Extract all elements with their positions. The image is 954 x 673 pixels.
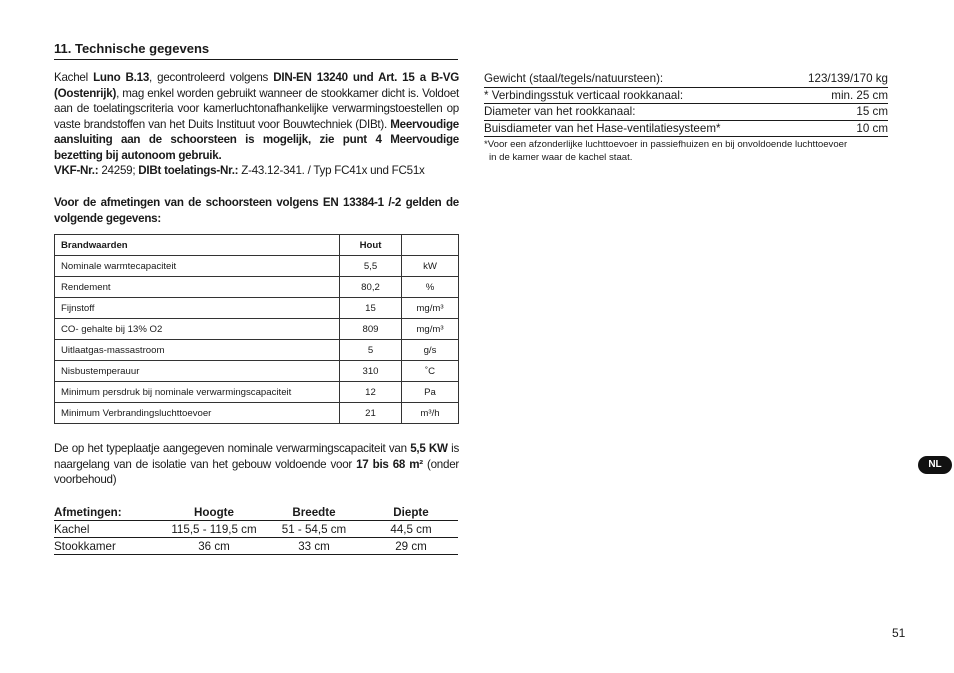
dim-row-width: 33 cm [264,538,364,555]
row-label: Fijnstoff [55,298,340,319]
table-row [55,298,459,319]
capacity-note [54,441,459,488]
table-row [55,256,459,277]
language-badge: NL [918,456,952,474]
row-unit: mg/m³ [402,319,459,340]
dibt-value: Z-43.12-341. / Typ FC41x und FC51x [238,164,425,177]
table-row [484,87,888,104]
spec-value: 15 cm [786,104,888,121]
spec-label: Gewicht (staal/tegels/natuursteen): [484,71,786,87]
table-row [55,319,459,340]
dimensions-header-row [54,504,458,521]
row-value: 5,5 [340,256,402,277]
table-row [55,403,459,424]
fire-values-table [54,234,459,424]
dim-row-label: Kachel [54,521,164,538]
norm-reference: DIN-EN 13240 und Art. 15 a B-VG (Oostenrijk) [54,71,460,100]
row-value: 15 [340,298,402,319]
table-row [54,521,458,538]
table-row [54,538,458,555]
section-title: 11. Technische gegevens [54,41,458,60]
row-value: 5 [340,340,402,361]
row-value: 80,2 [340,277,402,298]
capacity-text-1: De op het typeplaatje aangegeven nominale verwarmingscapaciteit van [54,442,411,455]
row-unit: g/s [402,340,459,361]
table-row [484,104,888,121]
capacity-area: 17 bis 68 m² [356,457,423,471]
row-label: Rendement [55,277,340,298]
row-label: Uitlaatgas-massastroom [55,340,340,361]
footnote [484,138,888,164]
table-header-row [55,235,459,256]
dim-header-width: Breedte [264,504,364,521]
capacity-power: 5,5 KW [410,442,448,455]
dim-header-depth: Diepte [364,504,458,521]
intro-paragraph [54,70,459,179]
table-row [55,382,459,403]
capacity-text-2: is naargelang van de isolatie van het gebouw voldoende voor [54,442,459,471]
footnote-line-2: in de kamer waar de kachel staat. [489,152,633,163]
vkf-value: 24259; [98,164,139,177]
row-unit: m³/h [402,403,459,424]
spec-label: * Verbindingsstuk verticaal rookkanaal: [484,87,786,104]
row-value: 809 [340,319,402,340]
table-row [484,120,888,137]
model-name: Luno B.13 [93,71,150,84]
row-label: CO- gehalte bij 13% O2 [55,319,340,340]
spec-value: 123/139/170 kg [786,71,888,87]
dim-row-depth: 29 cm [364,538,458,555]
intro-text-2: , gecontroleerd volgens [149,71,274,84]
row-label: Minimum persdruk bij nominale verwarmingscapaciteit [55,382,340,403]
row-label: Nominale warmtecapaciteit [55,256,340,277]
table-row [55,277,459,298]
dim-row-height: 115,5 - 119,5 cm [164,521,264,538]
spec-label: Diameter van het rookkanaal: [484,104,786,121]
spec-value: 10 cm [786,120,888,137]
footnote-line-1: *Voor een afzonderlijke luchttoevoer in passiefhuizen en bij onvoldoende luchttoevoer [484,139,848,150]
capacity-text-3: (onder voorbehoud) [54,457,460,486]
row-value: 21 [340,403,402,424]
row-unit: Pa [402,382,459,403]
row-label: Minimum Verbrandingsluchttoevoer [55,403,340,424]
multi-connection-note: Meervoudige aansluiting aan de schoorsteen is mogelijk, zie punt 4 Meervoudige bezetting bij autonoom gebruik. [54,117,459,162]
header-unit [402,235,459,256]
page-number: 51 [892,626,906,640]
header-hout: Hout [340,235,402,256]
chimney-note: Voor de afmetingen van de schoorsteen volgens EN 13384-1 /-2 gelden de volgende gegevens: [54,196,459,225]
specs-table [484,71,888,137]
table-row [55,361,459,382]
intro-text-1: Kachel [54,71,94,84]
row-value: 12 [340,382,402,403]
row-unit: % [402,277,459,298]
dim-row-label: Stookkamer [54,538,164,555]
intro-text-3: , mag enkel worden gebruikt wanneer de stookkamer dicht is. Voldoet aan de toelatingscriteria voor kamerluchtonafhankelijke verwarmingstoestellen op vaste brandstoffen van het Duits Instituut voor Bouwtechniek (DIBt). [54,86,459,131]
dim-row-depth: 44,5 cm [364,521,458,538]
row-value: 310 [340,361,402,382]
row-unit: ˚C [402,361,459,382]
row-unit: mg/m³ [402,298,459,319]
dim-row-width: 51 - 54,5 cm [264,521,364,538]
dim-row-height: 36 cm [164,538,264,555]
table-row [484,71,888,87]
dibt-label: DIBt toelatings-Nr.: [138,164,239,177]
spec-value: min. 25 cm [786,87,888,104]
table-row [55,340,459,361]
vkf-label: VKF-Nr.: [54,164,99,177]
header-brandwaarden: Brandwaarden [55,235,340,256]
row-unit: kW [402,256,459,277]
dimensions-table [54,504,458,555]
dim-header-label: Afmetingen: [54,504,164,521]
spec-label: Buisdiameter van het Hase-ventilatiesysteem* [484,120,786,137]
dim-header-height: Hoogte [164,504,264,521]
row-label: Nisbustemperauur [55,361,340,382]
